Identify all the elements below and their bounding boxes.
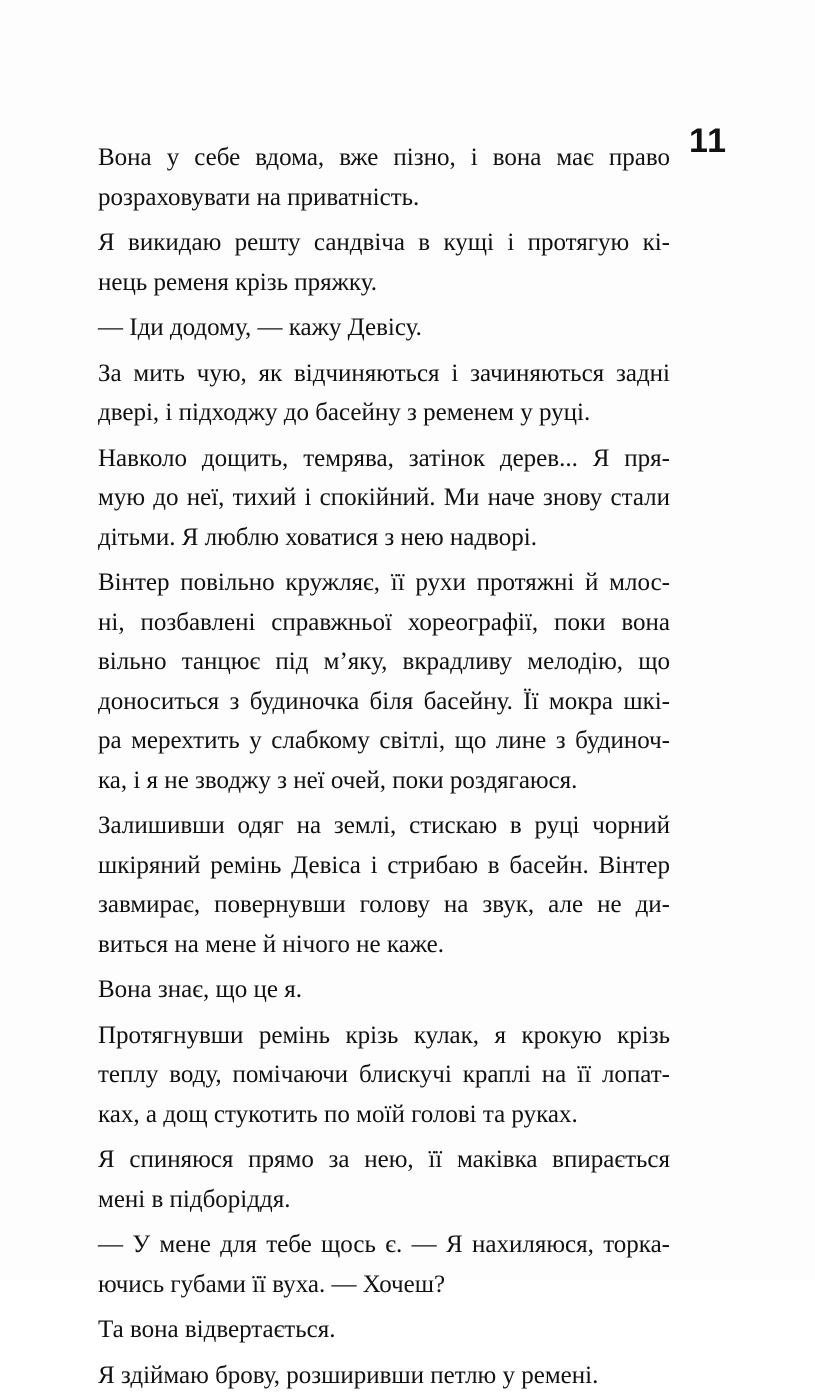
text-line: виться на мене й нічого не каже.	[98, 925, 670, 965]
paragraph	[98, 806, 670, 964]
text-line: Навколо дощить, темрява, затінок дерев... Я пря-	[98, 439, 670, 479]
text-line: Протягнувши ремінь крізь кулак, я крокую крізь	[98, 1016, 670, 1056]
text-line: Я викидаю решту сандвіча в кущі і протягую кі-	[98, 223, 670, 263]
paragraph	[98, 1356, 670, 1395]
text-line: доноситься з будиночка біля басейну. Її мокра шкі-	[98, 682, 670, 722]
text-line: двері, і підходжу до басейну з ременем у руці.	[98, 393, 670, 433]
text-line: нець ременя крізь пряжку.	[98, 263, 670, 303]
paragraph	[98, 138, 670, 217]
paragraph	[98, 439, 670, 558]
page-number: 11	[689, 122, 727, 161]
paragraph	[98, 308, 670, 348]
text-line: За мить чую, як відчиняються і зачиняються задні	[98, 354, 670, 394]
paragraph	[98, 970, 670, 1010]
paragraph	[98, 563, 670, 800]
text-line: ні, позбавлені справжньої хореографії, поки вона	[98, 603, 670, 643]
text-line: Я спиняюся прямо за нею, її маківка впирається	[98, 1140, 670, 1180]
text-line: Залишивши одяг на землі, стискаю в руці чорний	[98, 806, 670, 846]
body-text	[98, 138, 670, 1395]
text-line: — Іди додому, — кажу Девісу.	[98, 308, 670, 348]
text-line: шкіряний ремінь Девіса і стрибаю в басейн. Вінтер	[98, 846, 670, 886]
paragraph	[98, 1140, 670, 1219]
text-line: Вона у себе вдома, вже пізно, і вона має право	[98, 138, 670, 178]
text-line: ючись губами її вуха. — Хочеш?	[98, 1265, 670, 1305]
paragraph	[98, 1225, 670, 1304]
paragraph	[98, 1016, 670, 1135]
text-line: — У мене для тебе щось є. — Я нахиляюся, торка-	[98, 1225, 670, 1265]
text-line: вільно танцює під м’яку, вкрадливу мелодію, що	[98, 642, 670, 682]
text-line: Я здіймаю брову, розширивши петлю у ремені.	[98, 1356, 670, 1395]
text-line: ка, і я не зводжу з неї очей, поки роздягаюся.	[98, 761, 670, 801]
text-line: Вінтер повільно кружляє, її рухи протяжні й млос-	[98, 563, 670, 603]
text-line: мені в підборіддя.	[98, 1180, 670, 1220]
text-line: теплу воду, помічаючи блискучі краплі на її лопат-	[98, 1055, 670, 1095]
paragraph	[98, 223, 670, 302]
text-line: дітьми. Я люблю ховатися з нею надворі.	[98, 518, 670, 558]
text-line: Та вона відвертається.	[98, 1310, 670, 1350]
paragraph	[98, 1310, 670, 1350]
paragraph	[98, 354, 670, 433]
text-line: Вона знає, що це я.	[98, 970, 670, 1010]
text-line: завмирає, повернувши голову на звук, але не ди-	[98, 885, 670, 925]
text-line: розраховувати на приватність.	[98, 178, 670, 218]
text-line: ках, а дощ стукотить по моїй голові та руках.	[98, 1095, 670, 1135]
text-line: ра мерехтить у слабкому світлі, що лине з будиноч-	[98, 721, 670, 761]
text-line: мую до неї, тихий і спокійний. Ми наче знову стали	[98, 478, 670, 518]
